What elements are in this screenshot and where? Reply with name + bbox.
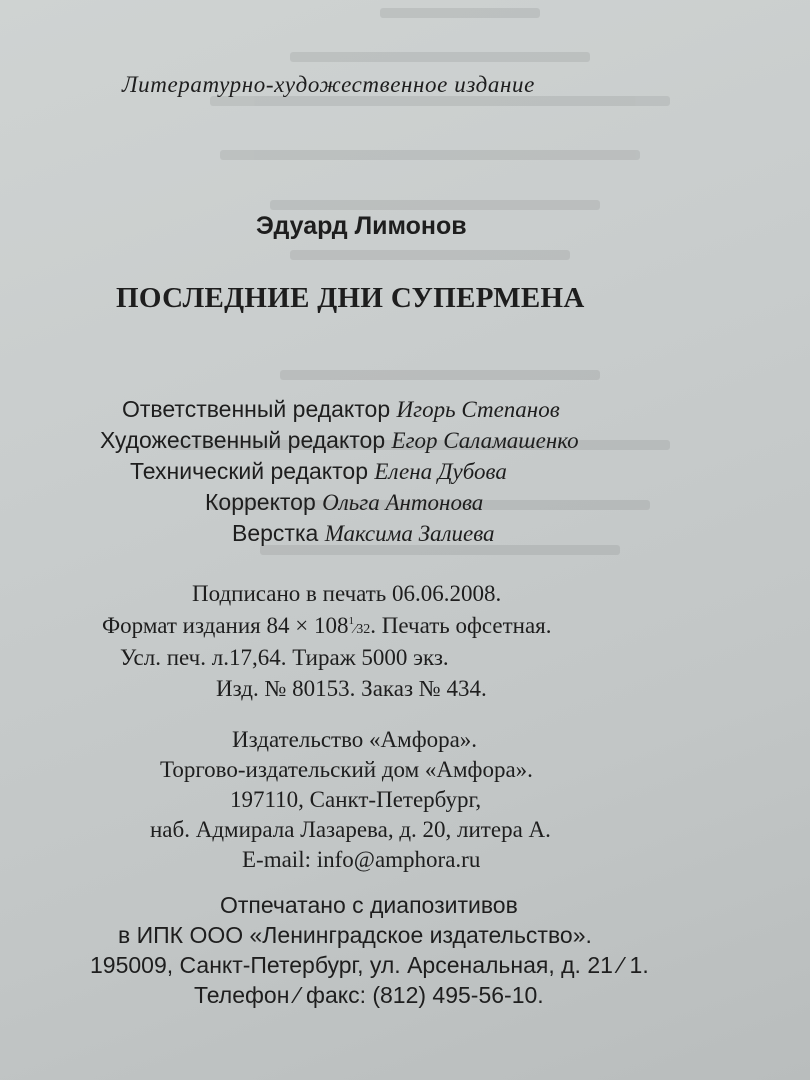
credit-name: Игорь Степанов	[396, 397, 560, 422]
credit-role: Ответственный редактор	[122, 396, 391, 422]
publisher-postal: 197110, Санкт-Петербург,	[230, 787, 482, 812]
printer-line: Отпечатано с диапозитивов	[220, 892, 518, 918]
credit-line	[130, 458, 507, 485]
publisher-email: E-mail: info@amphora.ru	[242, 847, 481, 872]
printer-phone: Телефон ⁄ факс: (812) 495-56-10.	[194, 982, 544, 1008]
credit-role: Технический редактор	[130, 458, 368, 484]
publisher-name: Издательство «Амфора».	[232, 727, 478, 752]
printer-line: в ИПК ООО «Ленинградское издательство».	[118, 922, 592, 948]
credit-name: Ольга Антонова	[322, 490, 484, 515]
trade-house: Торгово-издательский дом «Амфора».	[160, 757, 533, 782]
credit-role: Верстка	[232, 520, 319, 546]
order-number: Изд. № 80153. Заказ № 434.	[216, 676, 487, 701]
book-title: ПОСЛЕДНИЕ ДНИ СУПЕРМЕНА	[116, 282, 585, 314]
publisher-street: наб. Адмирала Лазарева, д. 20, литера А.	[150, 817, 551, 842]
credit-line	[205, 489, 483, 516]
format-line: Формат издания $84 \times 108^1⁄32$. Печать офсетная.	[102, 613, 552, 638]
credit-name: Максима Залиева	[324, 521, 495, 546]
signed-date: Подписано в печать 06.06.2008.	[192, 581, 502, 606]
credit-name: Егор Саламашенко	[391, 428, 579, 453]
sheets-circulation: Усл. печ. л.17,64. Тираж 5000 экз.	[120, 645, 449, 670]
author-name: Эдуард Лимонов	[256, 212, 467, 240]
printer-address: 195009, Санкт-Петербург, ул. Арсенальная, д. 21 ⁄ 1.	[90, 952, 649, 978]
genre-line: Литературно-художественное издание	[122, 72, 535, 97]
credit-line	[232, 520, 495, 547]
credit-line	[100, 427, 579, 454]
credit-name: Елена Дубова	[374, 459, 507, 484]
credit-role: Корректор	[205, 489, 316, 515]
credit-role: Художественный редактор	[100, 427, 386, 453]
credit-line	[122, 396, 560, 423]
